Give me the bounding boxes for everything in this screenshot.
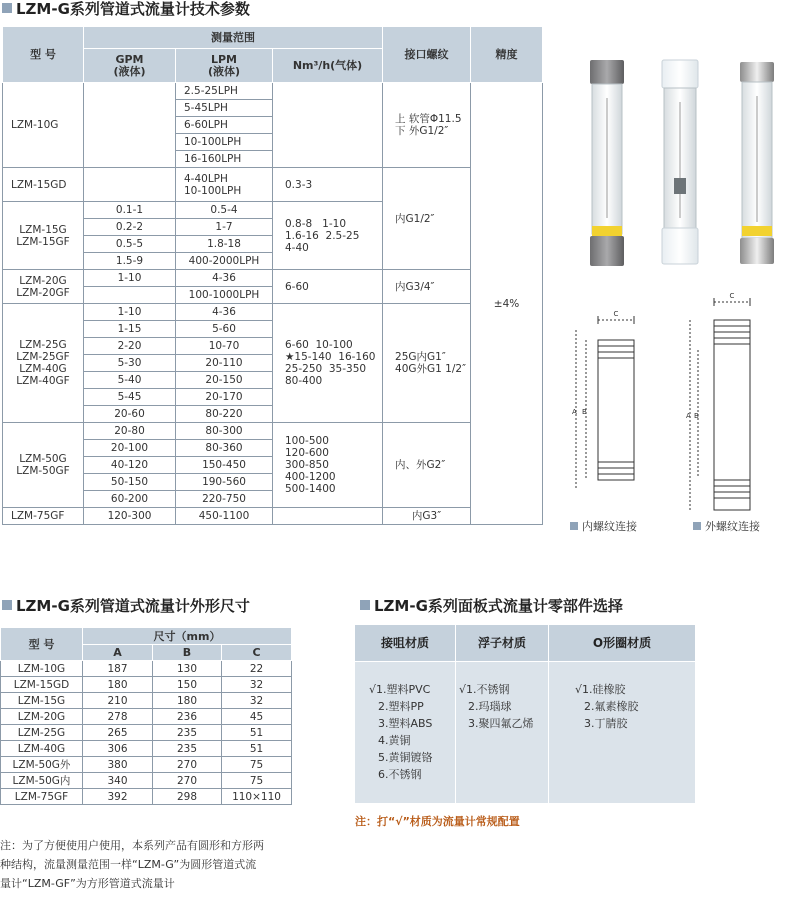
- meter-stainless-photo: [740, 62, 774, 264]
- nm3-cell: 6-60: [273, 270, 383, 304]
- dims-cell: 270: [153, 757, 222, 773]
- table-row: [1, 709, 292, 725]
- dims-cell: LZM-10G: [1, 661, 83, 677]
- nm3-cell: 6-60 10-100 ★15-140 16-160 25-250 35-350 80-400: [273, 304, 383, 423]
- model-cell: LZM-50G LZM-50GF: [3, 423, 84, 508]
- lpm-cell: 16-160LPH: [176, 151, 273, 168]
- gpm-cell: 0.1-1: [84, 202, 176, 219]
- dims-cell: 392: [83, 789, 153, 805]
- lpm-cell: 190-560: [176, 474, 273, 491]
- dims-cell: 235: [153, 725, 222, 741]
- lpm-cell: 20-110: [176, 355, 273, 372]
- gpm-cell: 0.5-5: [84, 236, 176, 253]
- dims-col-c-header: C: [222, 645, 292, 661]
- dims-cell: 340: [83, 773, 153, 789]
- col-range-header: 测量范围: [84, 27, 383, 49]
- lpm-cell: 20-170: [176, 389, 273, 406]
- parts-panel: [355, 625, 695, 803]
- gpm-cell: 50-150: [84, 474, 176, 491]
- gpm-cell: [84, 287, 176, 304]
- dim-a-label: A: [572, 408, 577, 416]
- lpm-cell: 4-40LPH 10-100LPH: [176, 168, 273, 202]
- table-row: [1, 677, 292, 693]
- nm3-cell: [273, 83, 383, 168]
- list-item: 2.氟素橡胶: [584, 700, 639, 713]
- dims-cell: LZM-50G内: [1, 773, 83, 789]
- dims-model-header: 型 号: [1, 628, 83, 661]
- title-square-icon: [2, 600, 12, 610]
- dims-cell: 380: [83, 757, 153, 773]
- thread-cell: 25G内G1″ 40G外G1 1/2″: [383, 304, 471, 423]
- table-row: [1, 773, 292, 789]
- lpm-cell: 4-36: [176, 270, 273, 287]
- dims-cell: 265: [83, 725, 153, 741]
- list-item: 2.塑料PP: [378, 700, 424, 713]
- dims-cell: 210: [83, 693, 153, 709]
- dim-b-label: B: [582, 408, 587, 416]
- dims-col-b-header: B: [153, 645, 222, 661]
- gpm-cell: 1-10: [84, 270, 176, 287]
- parts-title: LZM-G系列面板式流量计零部件选择: [360, 595, 623, 616]
- model-cell: LZM-10G: [3, 83, 84, 168]
- gpm-cell: 1-15: [84, 321, 176, 338]
- config-note: 注：打“√”材质为流量计常规配置: [355, 815, 520, 828]
- thread-cell: 内G1/2″: [383, 168, 471, 270]
- lpm-cell: 80-360: [176, 440, 273, 457]
- dims-cell: LZM-40G: [1, 741, 83, 757]
- dims-cell: 306: [83, 741, 153, 757]
- title-square-icon: [2, 3, 12, 13]
- float-material-list: [459, 681, 534, 732]
- lpm-cell: 100-1000LPH: [176, 287, 273, 304]
- accuracy-cell: ±4%: [471, 83, 543, 525]
- dims-cell: 75: [222, 773, 292, 789]
- spec-table: [2, 26, 543, 525]
- dims-cell: LZM-25G: [1, 725, 83, 741]
- lpm-cell: 2.5-25LPH: [176, 83, 273, 100]
- lpm-cell: 1.8-18: [176, 236, 273, 253]
- caption-square-icon: [693, 522, 701, 530]
- caption-square-icon: [570, 522, 578, 530]
- nozzle-material-header: 接咀材质: [380, 636, 429, 650]
- spec-title: LZM-G系列管道式流量计技术参数: [2, 0, 250, 19]
- gpm-cell: 5-45: [84, 389, 176, 406]
- table-row: [1, 789, 292, 805]
- gpm-cell: 40-120: [84, 457, 176, 474]
- gpm-cell: 5-40: [84, 372, 176, 389]
- lpm-cell: 0.5-4: [176, 202, 273, 219]
- external-thread-drawing: [690, 298, 750, 510]
- lpm-cell: 4-36: [176, 304, 273, 321]
- dims-table: [0, 627, 292, 805]
- dims-title: LZM-G系列管道式流量计外形尺寸: [2, 595, 250, 616]
- dims-cell: 32: [222, 677, 292, 693]
- table-row: [1, 661, 292, 677]
- lpm-cell: 80-220: [176, 406, 273, 423]
- note-line: 种结构，流量测量范围一样“LZM-G”为圆形管道式流: [0, 858, 257, 871]
- lpm-cell: 150-450: [176, 457, 273, 474]
- dim-c-label: C: [613, 310, 619, 318]
- note-line: 注：为了方便使用户使用，本系列产品有圆形和方形两: [0, 839, 264, 852]
- dims-cell: 75: [222, 757, 292, 773]
- thread-cell: 内、外G2″: [383, 423, 471, 508]
- dims-cell: 45: [222, 709, 292, 725]
- model-cell: LZM-75GF: [3, 508, 84, 525]
- table-row: [1, 741, 292, 757]
- col-model-header: 型 号: [3, 27, 84, 83]
- model-cell: LZM-25G LZM-25GF LZM-40G LZM-40GF: [3, 304, 84, 423]
- nm3-cell: 100-500 120-600 300-850 400-1200 500-1400: [273, 423, 383, 508]
- col-gpm-header: GPM (液体): [84, 49, 176, 83]
- dims-cell: 235: [153, 741, 222, 757]
- dims-cell: LZM-75GF: [1, 789, 83, 805]
- dims-cell: LZM-15GD: [1, 677, 83, 693]
- float-material-header: 浮子材质: [477, 636, 526, 650]
- product-photos: [568, 58, 788, 270]
- gpm-cell: [84, 83, 176, 168]
- dims-cell: 130: [153, 661, 222, 677]
- lpm-cell: 80-300: [176, 423, 273, 440]
- oring-material-header: O形圈材质: [592, 636, 652, 650]
- lpm-cell: 450-1100: [176, 508, 273, 525]
- gpm-cell: 20-80: [84, 423, 176, 440]
- lpm-cell: 1-7: [176, 219, 273, 236]
- gpm-cell: 20-60: [84, 406, 176, 423]
- dim-c-label: C: [729, 292, 735, 300]
- col-lpm-header: LPM (液体): [176, 49, 273, 83]
- dims-cell: 187: [83, 661, 153, 677]
- external-thread-caption: 外螺纹连接: [693, 518, 760, 534]
- lpm-cell: 10-70: [176, 338, 273, 355]
- dim-b-label: B: [694, 412, 699, 420]
- dims-cell: LZM-20G: [1, 709, 83, 725]
- dims-cell: 298: [153, 789, 222, 805]
- nozzle-material-list: [369, 681, 433, 783]
- table-row: [1, 757, 292, 773]
- table-row: [1, 693, 292, 709]
- thread-cell: 内G3/4″: [383, 270, 471, 304]
- nm3-cell: 0.3-3: [273, 168, 383, 202]
- list-item: 3.丁腈胶: [584, 717, 628, 730]
- dimension-drawings: [568, 290, 790, 512]
- internal-thread-drawing: [576, 316, 634, 490]
- dims-cell: 32: [222, 693, 292, 709]
- dims-cell: 22: [222, 661, 292, 677]
- thread-cell: 内G3″: [383, 508, 471, 525]
- col-thread-header: 接口螺纹: [383, 27, 471, 83]
- title-square-icon: [360, 600, 370, 610]
- dims-cell: 278: [83, 709, 153, 725]
- gpm-cell: 120-300: [84, 508, 176, 525]
- gpm-cell: 1-10: [84, 304, 176, 321]
- lpm-cell: 5-60: [176, 321, 273, 338]
- dims-cell: 51: [222, 725, 292, 741]
- internal-thread-caption: 内螺纹连接: [570, 518, 637, 534]
- list-item: √1.硅橡胶: [575, 683, 626, 696]
- oring-material-list: [575, 681, 639, 732]
- dims-cell: 236: [153, 709, 222, 725]
- note-line: 量计“LZM-GF”为方形管道式流量计: [0, 877, 175, 890]
- lpm-cell: 400-2000LPH: [176, 253, 273, 270]
- dims-cell: LZM-15G: [1, 693, 83, 709]
- lpm-cell: 10-100LPH: [176, 134, 273, 151]
- gpm-cell: 2-20: [84, 338, 176, 355]
- list-item: 6.不锈钢: [378, 768, 422, 781]
- list-item: 2.玛瑙球: [468, 700, 512, 713]
- list-item: √1.塑料PVC: [369, 683, 431, 696]
- lpm-cell: 220-750: [176, 491, 273, 508]
- table-row: [1, 725, 292, 741]
- dims-cell: 180: [83, 677, 153, 693]
- gpm-cell: 20-100: [84, 440, 176, 457]
- lpm-cell: 5-45LPH: [176, 100, 273, 117]
- dims-cell: 180: [153, 693, 222, 709]
- lpm-cell: 6-60LPH: [176, 117, 273, 134]
- nm3-cell: 0.8-8 1-10 1.6-16 2.5-25 4-40: [273, 202, 383, 270]
- dims-cell: 150: [153, 677, 222, 693]
- structure-note: [0, 836, 300, 893]
- col-nm3-header: Nm³/h(气体): [273, 49, 383, 83]
- dims-size-header: 尺寸（mm）: [83, 628, 292, 645]
- gpm-cell: 0.2-2: [84, 219, 176, 236]
- gpm-cell: 60-200: [84, 491, 176, 508]
- list-item: 3.聚四氟乙烯: [468, 717, 534, 730]
- dims-cell: 51: [222, 741, 292, 757]
- gpm-cell: 5-30: [84, 355, 176, 372]
- gpm-cell: [84, 168, 176, 202]
- model-cell: LZM-15GD: [3, 168, 84, 202]
- meter-pvc-photo: [590, 60, 624, 266]
- dim-a-label: A: [686, 412, 691, 420]
- dims-cell: 270: [153, 773, 222, 789]
- thread-cell: 上 软管Φ11.5 下 外G1/2″: [383, 83, 471, 168]
- list-item: √1.不锈钢: [459, 683, 510, 696]
- dims-col-a-header: A: [83, 645, 153, 661]
- list-item: 5.黄铜镀铬: [378, 751, 433, 764]
- dims-cell: LZM-50G外: [1, 757, 83, 773]
- model-cell: LZM-15G LZM-15GF: [3, 202, 84, 270]
- nm3-cell: [273, 508, 383, 525]
- lpm-cell: 20-150: [176, 372, 273, 389]
- col-accuracy-header: 精度: [471, 27, 543, 83]
- dims-cell: 110×110: [222, 789, 292, 805]
- model-cell: LZM-20G LZM-20GF: [3, 270, 84, 304]
- list-item: 4.黄铜: [378, 734, 411, 747]
- list-item: 3.塑料ABS: [378, 717, 433, 730]
- gpm-cell: 1.5-9: [84, 253, 176, 270]
- meter-white-photo: [662, 60, 698, 264]
